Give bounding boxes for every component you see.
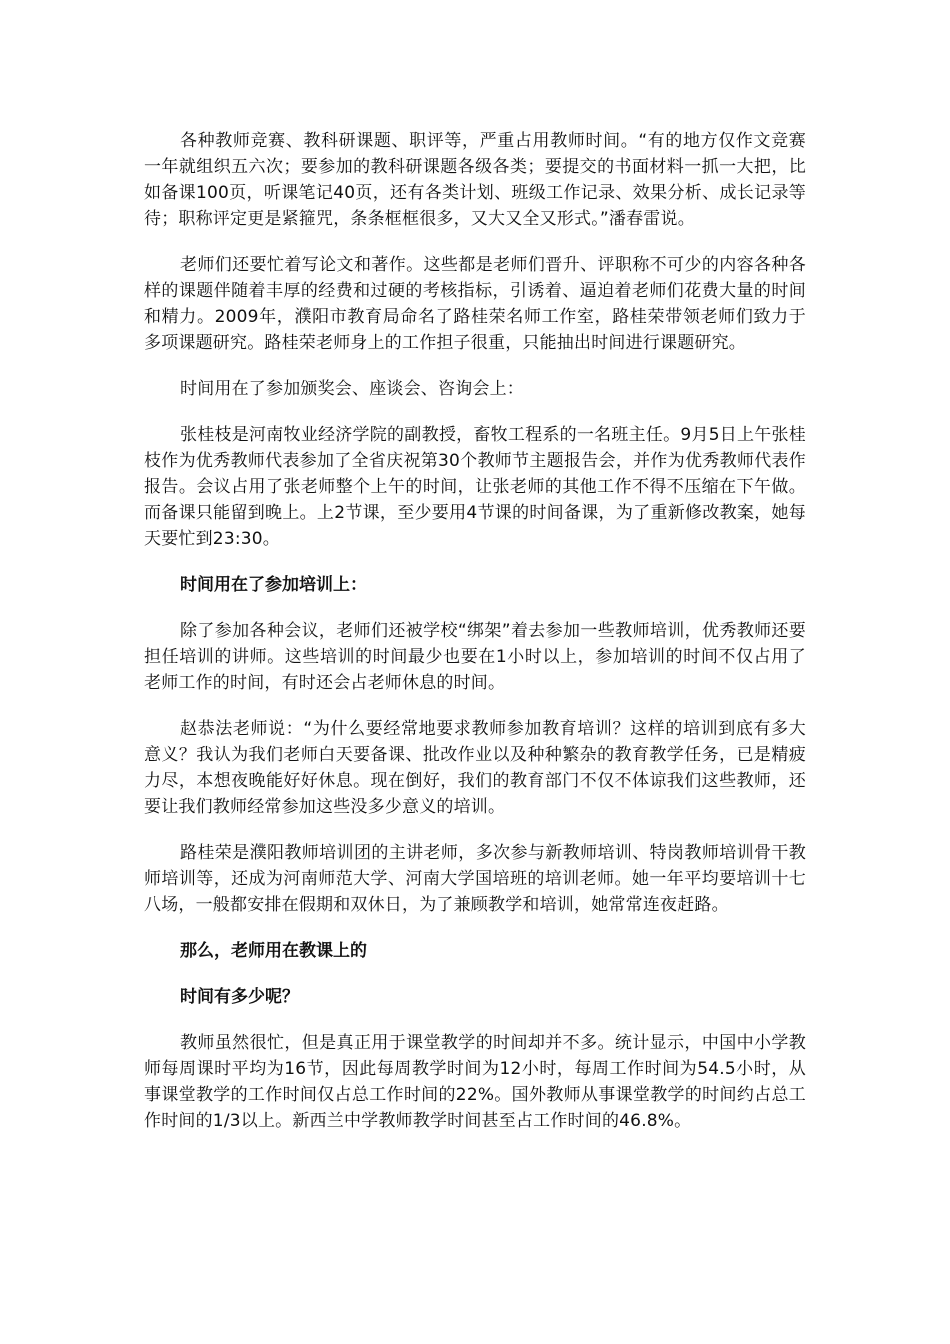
paragraph-statistics: 教师虽然很忙，但是真正用于课堂教学的时间却并不多。统计显示，中国中小学教师每周课时平均为16节，因此每周教学时间为12小时，每周工作时间为54.5小时，从事课堂教学的工作时间仅占总工作时间的22%。国外教师从事课堂教学的时间约占总工作时间的1/3以上。新西兰中学教师教学时间甚至占工作时间的46.8%。 <box>144 1033 806 1131</box>
paragraph-papers: 老师们还要忙着写论文和著作。这些都是老师们晋升、评职称不可少的内容各种各样的课题伴随着丰厚的经费和过硬的考核指标，引诱着、逼迫着老师们花费大量的时间和精力。2009年，濮阳市教育局命名了路桂荣名师工作室，路桂荣带领老师们致力于多项课题研究。路桂荣老师身上的工作担子很重，只能抽出时间进行课题研究。 <box>144 255 806 353</box>
document-page <box>144 128 806 1154</box>
paragraph-training: 除了参加各种会议，老师们还被学校“绑架”着去参加一些教师培训，优秀教师还要担任培训的讲师。这些培训的时间最少也要在1小时以上，参加培训的时间不仅占用了老师工作的时间，有时还会占老师休息的时间。 <box>144 621 806 693</box>
paragraph-lu-guirong: 路桂荣是濮阳教师培训团的主讲老师，多次参与新教师培训、特岗教师培训骨干教师培训等，还成为河南师范大学、河南大学国培班的培训老师。她一年平均要培训十七八场，一般都安排在假期和双休日，为了兼顾教学和培训，她常常连夜赶路。 <box>144 843 806 915</box>
paragraph-meetings-intro: 时间用在了参加颁奖会、座谈会、咨询会上： <box>180 379 524 399</box>
paragraph-zhao-gongfa: 赵恭法老师说：“为什么要经常地要求教师参加教育培训？这样的培训到底有多大意义？我认为我们老师白天要备课、批改作业以及种种繁杂的教育教学任务，已是精疲力尽，本想夜晚能好好休息。现在倒好，我们的教育部门不仅不体谅我们这些教师，还要让我们教师经常参加这些没多少意义的培训。 <box>144 719 806 817</box>
heading-teaching-time-2: 时间有多少呢？ <box>180 987 299 1007</box>
heading-teaching-time-1: 那么，老师用在教课上的 <box>180 941 367 961</box>
paragraph-competitions: 各种教师竞赛、教科研课题、职评等，严重占用教师时间。“有的地方仅作文竞赛一年就组织五六次；要参加的教科研课题各级各类；要提交的书面材料一抓一大把，比如备课100页，听课笔记40页，还有各类计划、班级工作记录、效果分析、成长记录等待；职称评定更是紧箍咒，条条框框很多，又大又全又形式。”潘春雷说。 <box>144 131 806 229</box>
paragraph-zhang-guizhi: 张桂枝是河南牧业经济学院的副教授，畜牧工程系的一名班主任。9月5日上午张桂枝作为优秀教师代表参加了全省庆祝第30个教师节主题报告会，并作为优秀教师代表作报告。会议占用了张老师整个上午的时间，让张老师的其他工作不得不压缩在下午做。而备课只能留到晚上。上2节课，至少要用4节课的时间备课，为了重新修改教案，她每天要忙到23:30。 <box>144 425 806 549</box>
heading-training: 时间用在了参加培训上： <box>180 575 367 595</box>
